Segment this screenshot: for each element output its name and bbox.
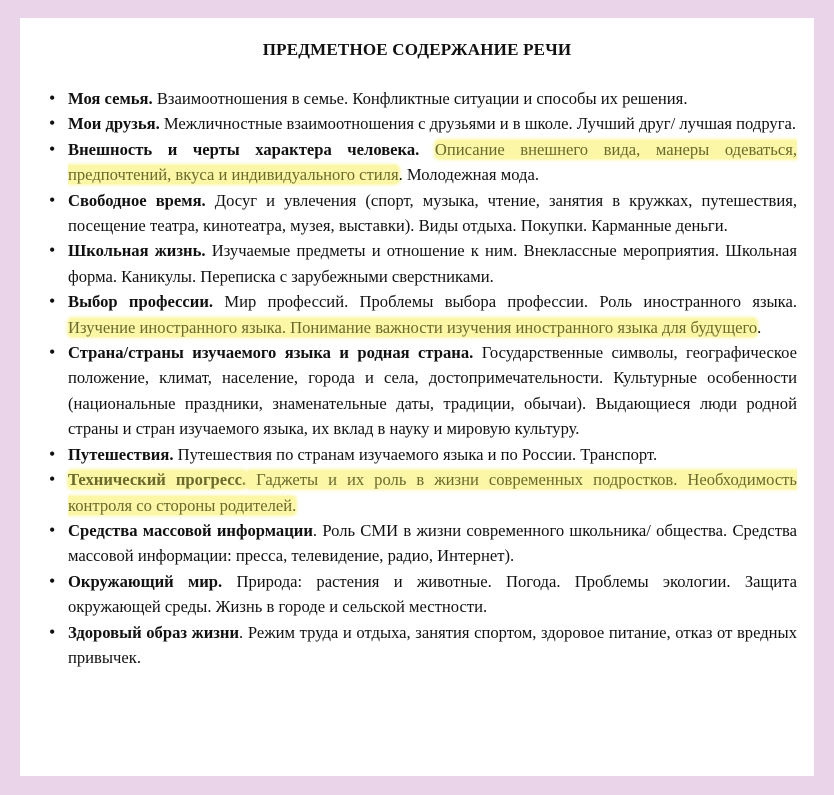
item-heading: Путешествия. <box>68 444 174 464</box>
list-item <box>68 188 797 239</box>
highlighted-text: Изучение иностранного языка. Понимание важности изучения иностранного языка для будущего <box>68 317 758 337</box>
item-text: . Молодежная мода. <box>398 165 539 185</box>
list-item <box>68 569 797 620</box>
list-item <box>68 111 797 136</box>
item-text: Изучаемые предметы и отношение к ним. Внеклассные мероприятия. Школьная форма. Каникулы. Переписка с зарубежными сверстниками. <box>68 241 797 286</box>
list-item <box>68 442 797 467</box>
item-heading: Мои друзья. <box>68 114 160 134</box>
list-item: • Выбор профессии. Мир профессий. Проблемы выбора профессии. Роль иностранного языка. Изучение иностранного языка. Понимание важности изучения иностранного языка для будущего. <box>68 289 797 340</box>
item-heading: Свободное время. <box>68 190 206 210</box>
list-item <box>68 137 797 188</box>
highlighted-text: Гаджеты и их роль в жизни современных подростков. Необходимость контроля со стороны родителей. <box>68 470 798 515</box>
item-text: Взаимоотношения в семье. Конфликтные ситуации и способы их решения. <box>152 89 688 108</box>
item-heading: Окружающий мир. <box>68 571 223 591</box>
item-heading: Здоровый образ жизни <box>68 622 240 642</box>
document-page <box>20 18 814 776</box>
item-heading: Моя семья. <box>68 89 153 108</box>
item-heading: Страна/страны изучаемого языка и родная страна. <box>68 343 474 363</box>
item-text: Досуг и увлечения (спорт, музыка, чтение, занятия в кружках, путешествия, посещение театра, кинотеатра, музея, выставки). Виды отдыха. Покупки. Карманные деньги. <box>68 190 797 236</box>
item-text: . Роль СМИ в жизни современного школьника/ общества. Средства массовой информации: пресса, телевидение, радио, Интернет). <box>68 520 797 566</box>
item-text: Путешествия по странам изучаемого языка и по России. Транспорт. <box>173 444 658 464</box>
item-heading: Внешность и черты характера человека. <box>68 139 420 159</box>
page-title: ПРЕДМЕТНОЕ СОДЕРЖАНИЕ РЕЧИ <box>262 40 572 59</box>
item-text: . Режим труда и отдыха, занятия спортом, здоровое питание, отказ от вредных привычек. <box>68 622 797 667</box>
list-item <box>68 238 797 289</box>
highlighted-heading: Технический прогресс. <box>68 470 247 490</box>
item-heading: Школьная жизнь. <box>68 241 206 261</box>
item-text: Государственные символы, географическое положение, климат, население, города и села, достопримечательности. Культурные особенности (национальные праздники, знаменательные даты, традиции, обычаи). Выдающиеся люди родной страны и стран изучаемого языка, их вклад в науку и мировую культуру. <box>68 343 797 439</box>
item-text: Природа: растения и животные. Погода. Проблемы экологии. Защита окружающей среды. Жизнь в городе и сельской местности. <box>68 571 797 617</box>
highlighted-text: Описание внешнего вида, манеры одеваться, предпочтений, вкуса и индивидуального стиля <box>68 139 797 185</box>
item-text: Межличностные взаимоотношения с друзьями и в школе. Лучший друг/ лучшая подруга. <box>159 114 797 134</box>
item-heading: Средства массовой информации <box>68 520 313 540</box>
list-item <box>68 340 797 442</box>
item-heading: Выбор профессии. <box>68 292 214 312</box>
list-item <box>68 467 797 518</box>
topic-list <box>68 86 797 670</box>
list-item <box>68 620 797 671</box>
list-item <box>68 86 797 111</box>
list-item <box>68 518 797 569</box>
item-text: Мир профессий. Проблемы выбора профессии. Роль иностранного языка. <box>213 292 797 312</box>
